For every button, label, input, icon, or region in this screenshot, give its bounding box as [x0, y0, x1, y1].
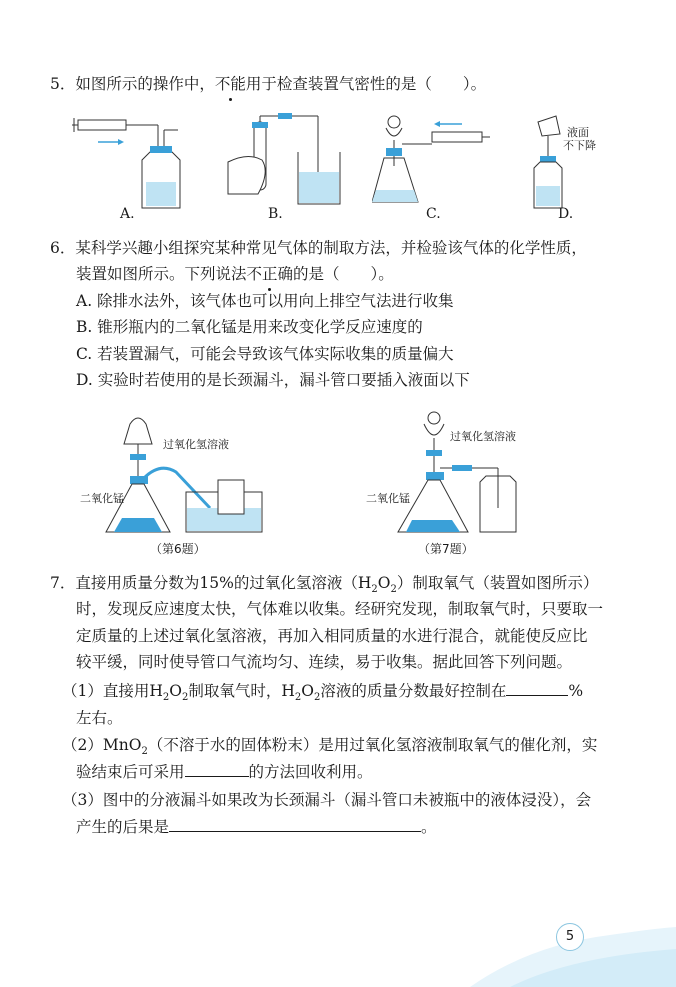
q5-stem-post: 用于检查装置气密性的是（ ）。 — [245, 75, 487, 93]
q6-stem-post: 的是（ ）。 — [293, 265, 394, 283]
q6-option-d: D. 实验时若使用的是长颈漏斗，漏斗管口要插入液面以下 — [76, 371, 470, 389]
q6-label-solution: 过氧化氢溶液 — [163, 438, 229, 451]
q6-label-mno2: 二氧化锰 — [80, 492, 124, 505]
q7-text-part: （不溶于水的固体粉末）是用过氧化氢溶液制取氧气的催化剂，实 — [147, 736, 598, 754]
q5-stem-pre: 5．如图所示的操作中， — [50, 75, 215, 93]
subscript: 2 — [162, 692, 170, 704]
q5-option-c: C. — [426, 206, 441, 222]
q5-label-liquid: 液面 — [567, 126, 589, 139]
q7-sub2-line1 — [62, 735, 597, 762]
subscript: 2 — [371, 584, 378, 596]
q7-para-line4: 较平缓，同时使导管口气流均匀、连续，易于收集。据此回答下列问题。 — [76, 653, 573, 671]
subscript: 2 — [313, 692, 321, 704]
q6-option-b: B. 锥形瓶内的二氧化锰是用来改变化学反应速度的 — [76, 318, 423, 336]
q7-text-part: （2）MnO — [62, 736, 142, 754]
subscript: 2 — [390, 584, 397, 596]
q7-text-part: 验结束后可采用 — [76, 763, 185, 781]
q6-emphasis: 不正确 — [246, 265, 294, 283]
subscript: 2 — [181, 692, 189, 704]
q6-option-a: A. 除排水法外，该气体也可以用向上排空气法进行收集 — [76, 292, 454, 310]
q5-option-a: A. — [120, 206, 135, 222]
q6-stem-line2 — [76, 264, 394, 284]
answer-blank-2[interactable] — [185, 762, 249, 777]
q7-text-part: 7．直接用质量分数为15%的过氧化氢溶液（H — [50, 574, 372, 592]
q5-emphasis: 不能 — [214, 75, 246, 93]
q7-sub1-line2: 左右。 — [76, 709, 123, 727]
q6-option-c: C. 若装置漏气，可能会导致该气体实际收集的质量偏大 — [76, 345, 454, 363]
q7-text-part: O — [169, 682, 182, 700]
page-number: 5 — [556, 923, 584, 951]
answer-blank-3[interactable] — [169, 817, 421, 832]
q7-label-mno2: 二氧化锰 — [366, 492, 410, 505]
answer-blank-1[interactable] — [506, 681, 568, 696]
q7-text-part: 制取氧气时，H — [188, 682, 295, 700]
q7-text-part: 。 — [421, 818, 437, 836]
q7-label-solution: 过氧化氢溶液 — [450, 430, 516, 443]
q7-sub3-line2 — [76, 817, 437, 837]
q6-stem-pre: 装置如图所示。下列说法 — [76, 265, 247, 283]
q7-text-part: （1）直接用H — [62, 682, 163, 700]
q7-sub1-line1 — [62, 681, 583, 708]
q7-para-line1 — [50, 573, 598, 600]
q5-option-b: B. — [268, 206, 283, 222]
subscript: 2 — [294, 692, 302, 704]
q7-sub2-line2 — [76, 762, 373, 782]
q7-caption: （第7题） — [418, 542, 474, 556]
q5-figure-a — [72, 112, 192, 212]
q6-stem-line1: 6．某科学兴趣小组探究某种常见气体的制取方法，并检验该气体的化学性质， — [50, 239, 587, 257]
q7-para-line3: 定质量的上述过氧化氢溶液，再加入相同质量的水进行混合，就能使反应比 — [76, 627, 588, 645]
q5-figure-b — [218, 112, 348, 212]
q5-stem — [50, 74, 486, 94]
q7-text-part: 的方法回收利用。 — [248, 763, 373, 781]
q7-text-part: 产生的后果是 — [76, 818, 170, 836]
q6-figure — [100, 408, 280, 548]
q5-figure-c — [372, 110, 502, 212]
q7-text-part: % — [568, 682, 584, 700]
q6-caption: （第6题） — [150, 542, 206, 556]
q7-text-part: O — [301, 682, 314, 700]
subscript: 2 — [141, 746, 148, 758]
q7-para-line2: 时，发现反应速度太快，气体难以收集。经研究发现，制取氧气时，只要取一 — [76, 600, 604, 618]
q5-label-not-drop: 不下降 — [563, 139, 596, 152]
q7-text-part: ）制取氧气（装置如图所示） — [396, 574, 599, 592]
q5-option-d: D. — [558, 206, 574, 222]
q7-text-part: 溶液的质量分数最好控制在 — [320, 682, 507, 700]
q7-sub3-line1: （3）图中的分液漏斗如果改为长颈漏斗（漏斗管口未被瓶中的液体浸没），会 — [62, 791, 592, 809]
q7-text-part: O — [377, 574, 391, 592]
